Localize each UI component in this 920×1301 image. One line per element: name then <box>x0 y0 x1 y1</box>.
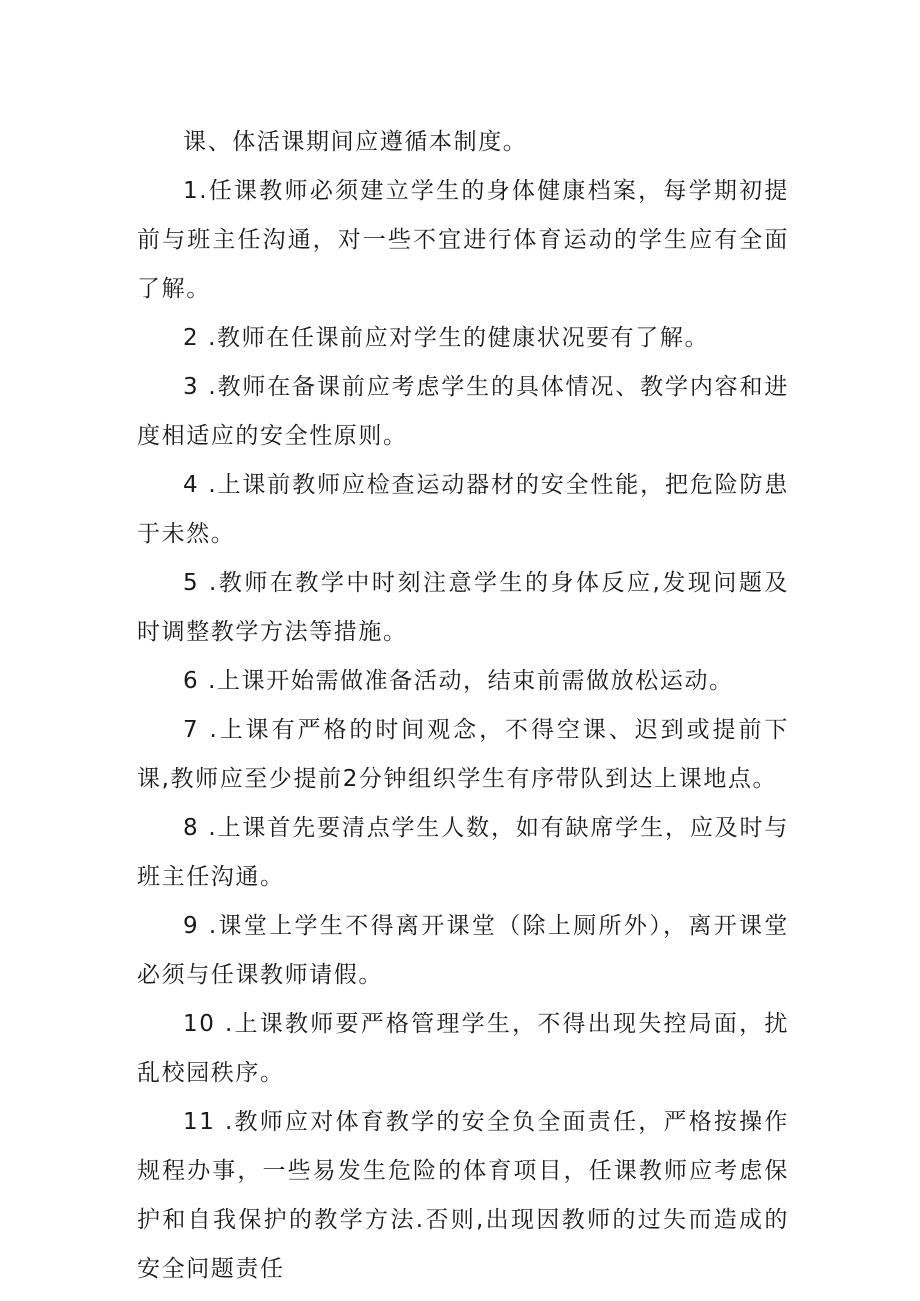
rule-item-3: 3 .教师在备课前应考虑学生的具体情况、教学内容和进度相适应的安全性原则。 <box>137 374 789 449</box>
intro-paragraph: 课、体活课期间应遵循本制度。 <box>183 129 528 155</box>
rule-item-6: 6 .上课开始需做准备活动，结束前需做放松运动。 <box>183 668 734 694</box>
rule-item-8: 8 .上课首先要清点学生人数，如有缺席学生，应及时与班主任沟通。 <box>137 815 789 890</box>
rule-item-4: 4 .上课前教师应检查运动器材的安全性能，把危险防患于未然。 <box>137 472 789 547</box>
rule-item-10: 10 .上课教师要严格管理学生，不得出现失控局面，扰乱校园秩序。 <box>137 1011 789 1086</box>
document-body <box>137 118 789 1294</box>
rule-item-11: 11 .教师应对体育教学的安全负全面责任，严格按操作规程办事，一些易发生危险的体育项目，任课教师应考虑保护和自我保护的教学方法.否则,出现因教师的过失而造成的安全问题责任 <box>137 1109 789 1282</box>
rule-item-2: 2 .教师在任课前应对学生的健康状况要有了解。 <box>183 325 710 351</box>
rules-list <box>137 167 789 1294</box>
rule-item-1: 1.任课教师必须建立学生的身体健康档案，每学期初提前与班主任沟通，对一些不宜进行体育运动的学生应有全面了解。 <box>137 178 789 302</box>
rule-item-7: 7 .上课有严格的时间观念，不得空课、迟到或提前下课,教师应至少提前2分钟组织学生有序带队到达上课地点。 <box>137 717 789 792</box>
rule-item-5: 5 .教师在教学中时刻注意学生的身体反应,发现问题及时调整教学方法等措施。 <box>137 570 789 645</box>
rule-item-9: 9 .课堂上学生不得离开课堂（除上厕所外），离开课堂必须与任课教师请假。 <box>137 913 789 988</box>
